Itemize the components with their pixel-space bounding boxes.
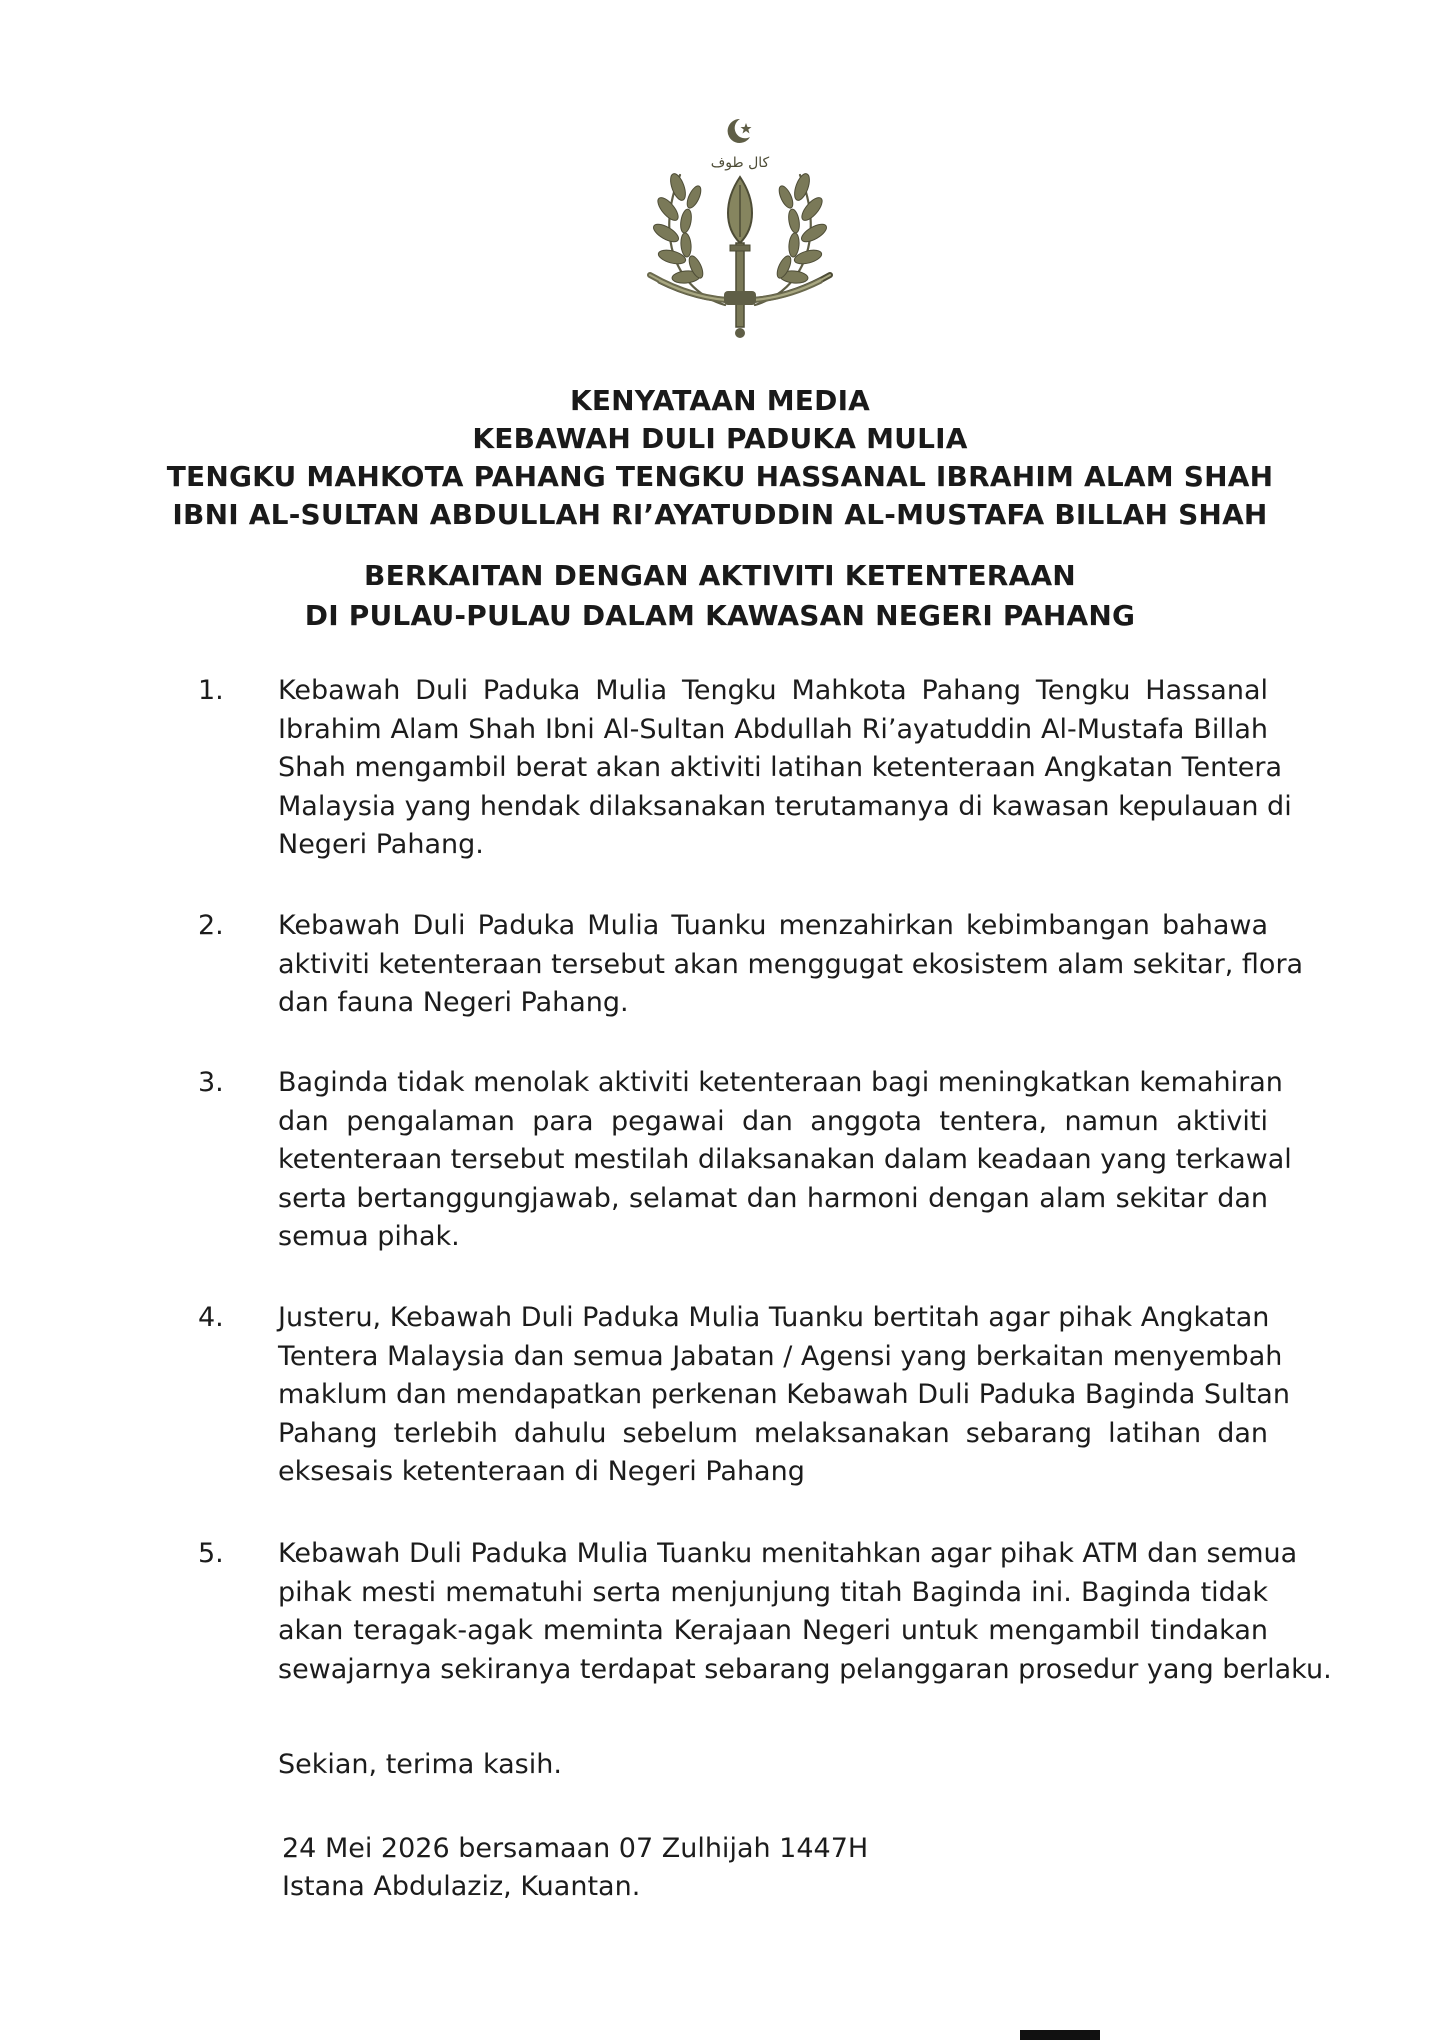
paragraph-line: Pahang terlebih dahulu sebelum melaksanakan sebarang latihan dan [278, 1417, 1268, 1449]
paragraph-body [278, 1535, 1332, 1689]
title-line: TENGKU MAHKOTA PAHANG TENGKU HASSANAL IBRAHIM ALAM SHAH [166, 460, 1274, 493]
paragraph-body [278, 907, 1304, 1023]
paragraph-line: eksesais ketenteraan di Negeri Pahang [278, 1456, 805, 1487]
paragraph-line: Negeri Pahang. [278, 829, 484, 860]
paragraph-body [278, 1064, 1292, 1257]
paragraph-line: Kebawah Duli Paduka Mulia Tuanku menzahirkan kebimbangan bahawa [278, 910, 1268, 941]
paragraph-line: aktiviti ketenteraan tersebut akan menggugat ekosistem alam sekitar, flora [278, 948, 1304, 980]
paragraph-number: 3. [198, 1067, 224, 1098]
paragraph-body [278, 672, 1292, 865]
paragraph-line: serta bertanggungjawab, selamat dan harmoni dengan alam sekitar dan [278, 1182, 1268, 1214]
statement-subject [100, 556, 1340, 636]
paragraph-number: 1. [198, 675, 224, 706]
paragraph-line: Malaysia yang hendak dilaksanakan terutamanya di kawasan kepulauan di [278, 790, 1292, 822]
paragraph-line: Justeru, Kebawah Duli Paduka Mulia Tuanku bertitah agar pihak Angkatan [278, 1302, 1270, 1333]
dateline [282, 1830, 868, 1906]
paragraph-line: Ibrahim Alam Shah Ibni Al-Sultan Abdullah Ri’ayatuddin Al-Mustafa Billah [278, 713, 1268, 745]
paragraph-line: dan pengalaman para pegawai dan anggota tentera, namun aktiviti [278, 1105, 1268, 1137]
paragraph-line: Kebawah Duli Paduka Mulia Tengku Mahkota Pahang Tengku Hassanal [278, 675, 1268, 706]
paragraph-number: 4. [198, 1302, 224, 1333]
paragraph-line: ketenteraan tersebut mestilah dilaksanakan dalam keadaan yang terkawal [278, 1144, 1292, 1175]
closing-remark: Sekian, terima kasih. [278, 1749, 562, 1780]
subject-line: DI PULAU-PULAU DALAM KAWASAN NEGERI PAHANG [304, 599, 1136, 632]
paragraph-line: maklum dan mendapatkan perkenan Kebawah Duli Paduka Baginda Sultan [278, 1379, 1290, 1410]
paragraph-line: semua pihak. [278, 1221, 460, 1252]
statement-title [100, 382, 1340, 534]
crest-inscription: كال طوف [710, 155, 770, 171]
paragraph-body [278, 1299, 1290, 1492]
paragraph-line: akan teragak-agak meminta Kerajaan Negeri untuk mengambil tindakan [278, 1615, 1268, 1646]
paragraph-line: Tentera Malaysia dan semua Jabatan / Agensi yang berkaitan menyembah [278, 1340, 1283, 1372]
paragraph-number: 2. [198, 910, 224, 941]
paragraph-line: pihak mesti mematuhi serta menjunjung titah Baginda ini. Baginda tidak [278, 1576, 1268, 1608]
title-line: IBNI AL-SULTAN ABDULLAH RI’AYATUDDIN AL-MUSTAFA BILLAH SHAH [172, 498, 1268, 531]
paragraph-line: dan fauna Negeri Pahang. [278, 987, 629, 1018]
paragraph-line: Kebawah Duli Paduka Mulia Tuanku menitahkan agar pihak ATM dan semua [278, 1538, 1298, 1569]
page-edge-mark [1020, 2030, 1100, 2040]
paragraph-line: Baginda tidak menolak aktiviti ketenteraan bagi meningkatkan kemahiran [278, 1067, 1283, 1098]
royal-crest-icon [620, 105, 860, 345]
statement-place: Istana Abdulaziz, Kuantan. [282, 1871, 641, 1902]
subject-line: BERKAITAN DENGAN AKTIVITI KETENTERAAN [364, 559, 1076, 592]
paragraph-line: Shah mengambil berat akan aktiviti latihan ketenteraan Angkatan Tentera [278, 752, 1283, 783]
statement-date: 24 Mei 2026 bersamaan 07 Zulhijah 1447H [282, 1833, 869, 1864]
paragraph-line: sewajarnya sekiranya terdapat sebarang pelanggaran prosedur yang berlaku. [278, 1653, 1332, 1685]
title-line: KENYATAAN MEDIA [569, 384, 871, 417]
paragraph-number: 5. [198, 1538, 224, 1569]
title-line: KEBAWAH DULI PADUKA MULIA [472, 422, 968, 455]
